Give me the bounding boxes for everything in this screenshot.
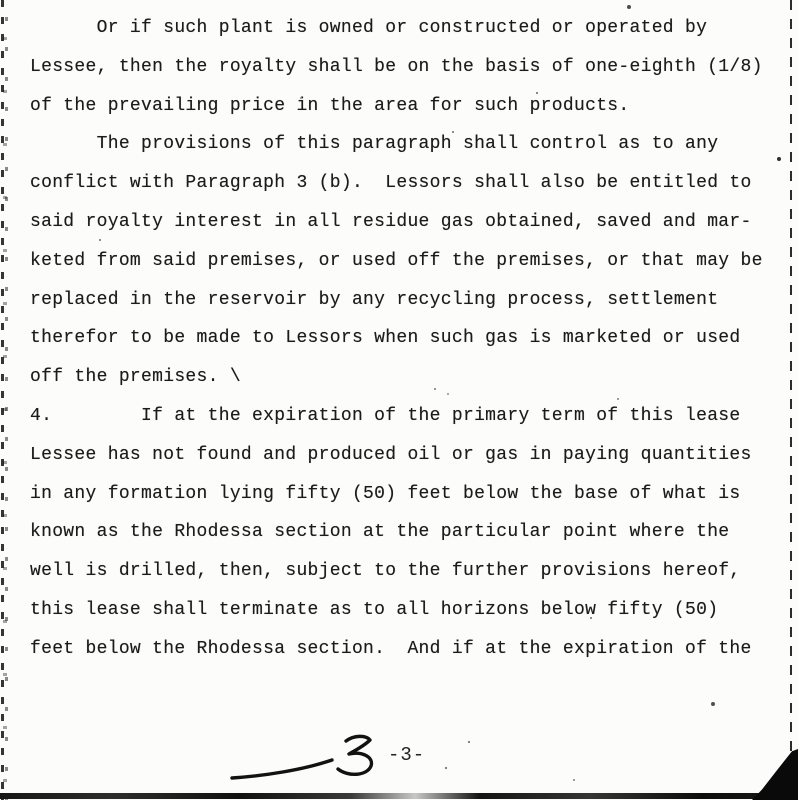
text-line: Lessee, then the royalty shall be on the basis of one-eighth (1/8) <box>30 56 763 77</box>
text-line: in any formation lying fifty (50) feet below the base of what is <box>30 483 741 504</box>
text-line: replaced in the reservoir by any recycling process, settlement <box>30 289 719 310</box>
scan-noise-specks <box>0 0 2 2</box>
text-line: said royalty interest in all residue gas obtained, saved and mar- <box>30 211 752 232</box>
bottom-scan-band-artifact <box>0 793 798 799</box>
text-line: therefor to be made to Lessors when such gas is marketed or used <box>30 328 741 349</box>
text-line: this lease shall terminate as to all horizons below fifty (50) <box>30 599 719 620</box>
left-binding-edge-artifact <box>1 0 9 800</box>
text-line: The provisions of this paragraph shall control as to any <box>30 134 719 155</box>
text-line: known as the Rhodessa section at the particular point where the <box>30 522 730 543</box>
typed-page-number: -3- <box>388 744 426 766</box>
text-line: feet below the Rhodessa section. And if at the expiration of the <box>30 638 752 659</box>
handwritten-page-number-mark <box>228 733 388 783</box>
text-line: conflict with Paragraph 3 (b). Lessors shall also be entitled to <box>30 173 752 194</box>
text-line: off the premises. \ <box>30 367 241 388</box>
text-line: well is drilled, then, subject to the further provisions hereof, <box>30 561 741 582</box>
text-line: Lessee has not found and produced oil or gas in paying quantities <box>30 444 752 465</box>
text-line: of the prevailing price in the area for such products. <box>30 95 630 116</box>
text-line-paragraph-4: 4. If at the expiration of the primary term of this lease <box>30 405 741 426</box>
document-body-text <box>30 9 792 669</box>
text-line: Or if such plant is owned or constructed or operated by <box>30 18 708 38</box>
right-scan-edge-artifact <box>790 0 792 800</box>
text-line: keted from said premises, or used off the premises, or that may be <box>30 250 763 271</box>
